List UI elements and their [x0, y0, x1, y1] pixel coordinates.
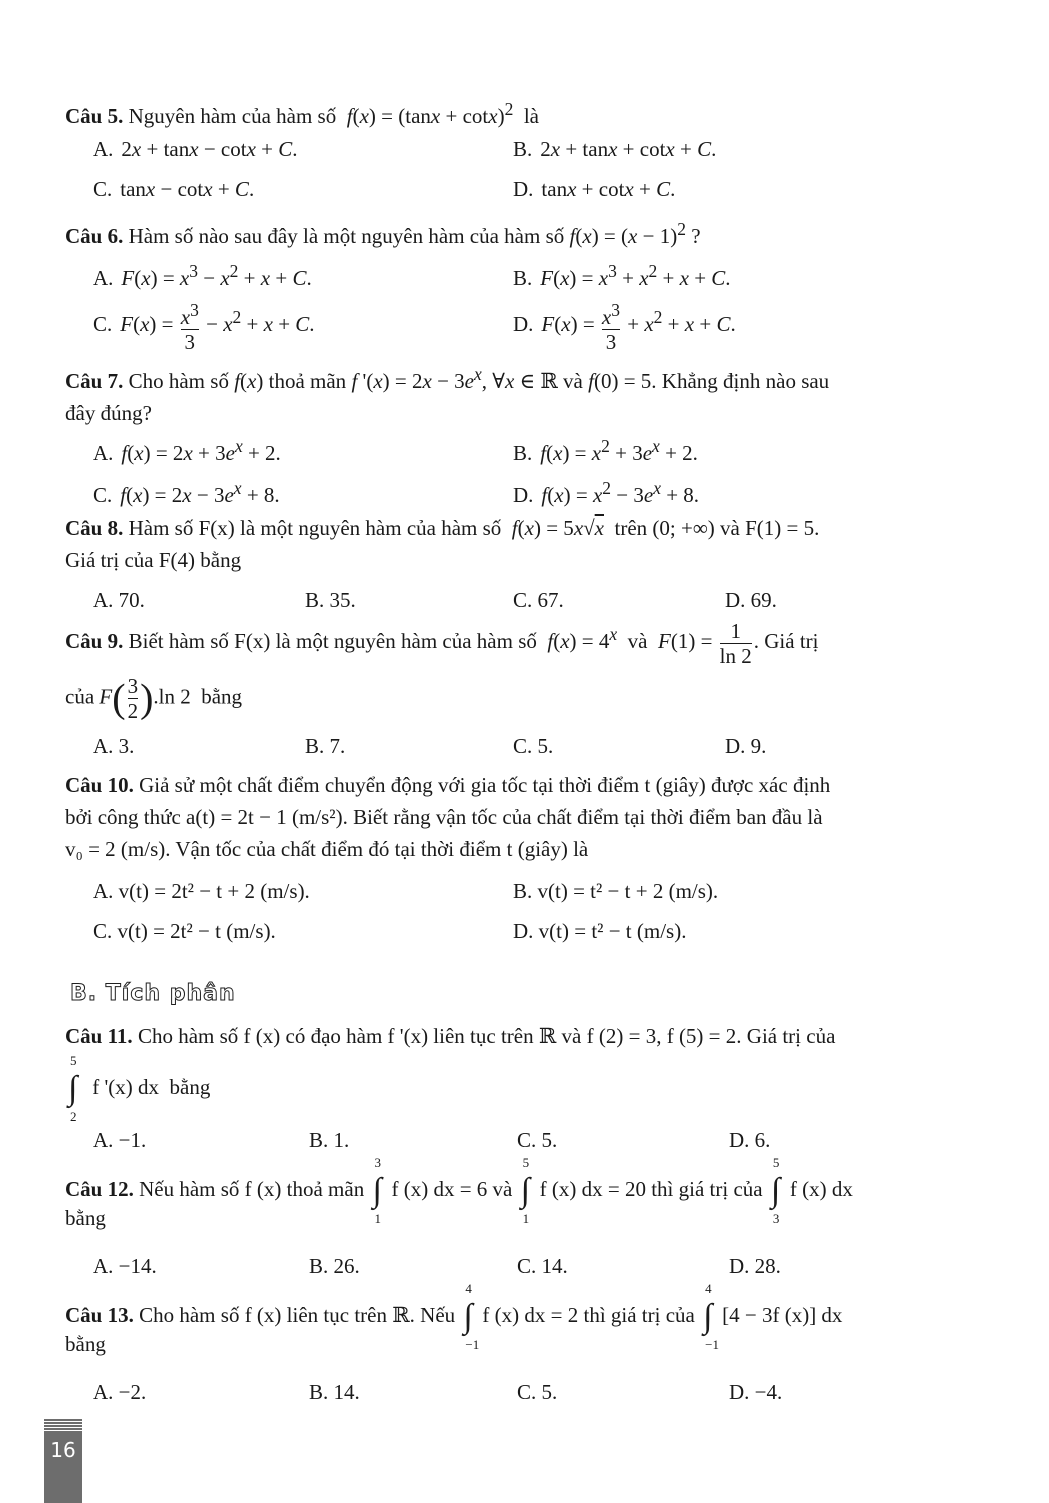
q13-option-b[interactable]: B. 14. — [309, 1380, 360, 1404]
q7-option-a[interactable]: A. $f(x) = 2x + 3e^x + 2$. — [93, 436, 281, 465]
q5-option-a[interactable]: A. 2x + tanx − cotx + C. — [93, 137, 298, 161]
q12-mid2: thì giá trị của — [651, 1176, 763, 1201]
q5-options-row-1 — [65, 133, 945, 173]
question-6: Câu 6. Hàm số nào sau đây là một nguyên hàm của hàm số $f(x) = (x - 1)^2$ ? A. $F(x) = x^3 - x^2 + x + C$. B. $F(x) = x^3 + x^2 + x + C$. C. F(x) = $\frac{x^3}{3}$ − $x^2 + x + C$. D. F(x) = $\frac{x^3}{3}$ + $x^2 + x + C$. — [65, 213, 945, 252]
q10-option-a[interactable]: A. v(t) = 2t² − t + 2 (m/s). — [93, 879, 310, 903]
q8-line2: Giá trị của F(4) bằng — [65, 548, 242, 572]
question-8: Câu 8. Hàm số F(x) là một nguyên hàm của hàm số f(x) = 5x√x trên (0; +∞) và F(1) = 5. Giá trị của F(4) bằng A. 70. B. 35. C. 67. D. 69. — [65, 512, 945, 576]
q8-option-d[interactable]: D. 69. — [725, 588, 777, 612]
q13-line2: bằng — [65, 1332, 106, 1356]
q10-option-d[interactable]: D. v(t) = t² − t (m/s). — [513, 919, 687, 943]
q9-option-a[interactable]: A. 3. — [93, 734, 135, 758]
q9-text: Biết hàm số F(x) là một nguyên hàm của hàm số — [128, 629, 537, 653]
q11-option-d[interactable]: D. 6. — [729, 1128, 771, 1152]
q12-options-row — [65, 1250, 945, 1290]
q5-option-d[interactable]: D. tanx + cotx + C. — [513, 177, 676, 201]
q11-tail: bằng — [169, 1074, 211, 1099]
q7-option-d[interactable]: D. $f(x) = x^2 - 3e^x + 8$. — [513, 478, 700, 507]
q11-options-row — [65, 1124, 945, 1164]
q8-option-b[interactable]: B. 35. — [305, 588, 356, 612]
q11-text: Cho hàm số f (x) có đạo hàm f '(x) liên tục trên ℝ và f (2) = 3, f (5) = 2. Giá trị của — [137, 1024, 836, 1048]
q9-option-c[interactable]: C. 5. — [513, 734, 554, 758]
q6-option-c[interactable]: C. F(x) = $\frac{x^3}{3}$ − $x^2 + x + C$. — [93, 300, 315, 354]
q12-option-b[interactable]: B. 26. — [309, 1254, 360, 1278]
q12-integral-1: f (x) dx = 6 — [391, 1176, 488, 1201]
q10-line1: Giả sử một chất điểm chuyển động với gia tốc tại thời điểm t (giây) được xác định — [139, 773, 831, 797]
integral-sign: 4 ∫ −1 — [703, 1281, 719, 1352]
question-12 — [65, 1155, 945, 1278]
q6-option-d[interactable]: D. F(x) = $\frac{x^3}{3}$ + $x^2 + x + C$. — [513, 300, 736, 354]
section-heading: B. Tích phân — [70, 981, 236, 1006]
q7-option-c[interactable]: C. $f(x) = 2x - 3e^x + 8$. — [93, 478, 280, 507]
q7-tail: Khẳng định nào sau — [661, 369, 830, 393]
q10-option-c[interactable]: C. v(t) = 2t² − t (m/s). — [93, 919, 276, 943]
q13-text: Cho hàm số f (x) liên tục trên ℝ. Nếu — [139, 1302, 456, 1327]
q9-line2a: của — [65, 684, 95, 709]
q11-option-c[interactable]: C. 5. — [517, 1128, 558, 1152]
q12-label: Câu 12. — [65, 1176, 134, 1201]
q9-mid: và — [627, 629, 648, 653]
question-7: Câu 7. Cho hàm số f(x) thoả mãn f '$(x) = 2x - 3e^x$, ∀x ∈ ℝ và f(0) = 5. Khẳng định nào sau đây đúng? A. $f(x) = 2x + 3e^x + 2$. B. $f(x) = x^2 + 3e^x + 2$. C. $f(x) = 2x - 3e^x + 8$. D. $f(x) = x^2 - 3e^x + 8$. — [65, 358, 945, 429]
integral-sign: 3 ∫ 1 — [372, 1155, 382, 1226]
q7-options-row-1 — [65, 430, 945, 470]
q11-integrand: f '(x) dx — [92, 1074, 160, 1099]
q10-line3: v₀ = 2 (m/s). Vận tốc của chất điểm đó tại thời điểm t (giây) là — [65, 837, 589, 861]
q12-integral-2: f (x) dx = 20 — [539, 1176, 646, 1201]
q12-mid: và — [492, 1176, 513, 1201]
question-13 — [65, 1281, 945, 1404]
q12-integral-3: f (x) dx — [789, 1176, 853, 1201]
q7-text: Cho hàm số — [128, 369, 229, 393]
q8-option-a[interactable]: A. 70. — [93, 588, 145, 612]
q6-label: Câu 6. — [65, 224, 124, 248]
q10-options-row-2 — [65, 915, 945, 955]
q13-option-c[interactable]: C. 5. — [517, 1380, 558, 1404]
page-number: 16 — [50, 1438, 76, 1462]
q11-option-b[interactable]: B. 1. — [309, 1128, 350, 1152]
q8-mid: trên (0; +∞) và F(1) = 5. — [614, 516, 820, 540]
q8-text: Hàm số F(x) là một nguyên hàm của hàm số — [128, 516, 502, 540]
q6-options-row-2 — [65, 298, 945, 358]
q9-tail: Giá trị — [764, 629, 819, 653]
question-11 — [65, 1020, 945, 1152]
q13-label: Câu 13. — [65, 1302, 134, 1327]
q5-option-b[interactable]: B. 2x + tanx + cotx + C. — [513, 137, 717, 161]
q8-option-c[interactable]: C. 67. — [513, 588, 564, 612]
q12-line2: bằng — [65, 1206, 106, 1230]
q10-line2: bởi công thức a(t) = 2t − 1 (m/s²). Biết rằng vận tốc của chất điểm tại thời điểm ban đầu là — [65, 805, 823, 829]
q7-label: Câu 7. — [65, 369, 124, 393]
q13-integral-1: f (x) dx = 2 — [482, 1302, 579, 1327]
q13-option-d[interactable]: D. −4. — [729, 1380, 783, 1404]
integral-sign: 4 ∫ −1 — [463, 1281, 480, 1352]
integral-sign: 5 ∫ 2 — [68, 1053, 78, 1124]
q7-mid: thoả mãn — [268, 369, 347, 393]
q9-label: Câu 9. — [65, 629, 124, 653]
q9-options-row — [65, 730, 945, 770]
q5-text: Nguyên hàm của hàm số — [128, 104, 337, 128]
q5-tail: là — [523, 104, 539, 128]
q9-option-b[interactable]: B. 7. — [305, 734, 346, 758]
q6-option-b[interactable]: B. $F(x) = x^3 + x^2 + x + C$. — [513, 261, 731, 290]
q10-options-row-1 — [65, 875, 945, 915]
question-5: Câu 5. Nguyên hàm của hàm số $f(x) = (\tan x + \cot x)^2$ là A. 2x + tanx − cotx + C. B. 2x + tanx + cotx + C. C. tanx − cotx + C. D. tanx + cotx + C. — [65, 93, 945, 132]
q12-option-a[interactable]: A. −14. — [93, 1254, 157, 1278]
page-number-decoration — [44, 1418, 82, 1432]
q13-mid: thì giá trị của — [583, 1302, 695, 1327]
q7-options-row-2 — [65, 472, 945, 512]
q12-option-d[interactable]: D. 28. — [729, 1254, 781, 1278]
integral-sign: 5 ∫ 1 — [520, 1155, 530, 1226]
q10-label: Câu 10. — [65, 773, 134, 797]
question-9: Câu 9. Biết hàm số F(x) là một nguyên hàm của hàm số $f(x) = 4^x$ và F(1) = $\frac{1}{\ln 2}$ . Giá trị của F( $\frac{3}{2}$ ).ln 2 bằng A. 3. B. 7. C. 5. D. 9. — [65, 618, 945, 728]
q10-option-b[interactable]: B. v(t) = t² − t + 2 (m/s). — [513, 879, 719, 903]
q12-text: Nếu hàm số f (x) thoả mãn — [139, 1176, 365, 1201]
q13-option-a[interactable]: A. −2. — [93, 1380, 147, 1404]
question-10 — [65, 769, 945, 943]
q6-option-a[interactable]: A. $F(x) = x^3 - x^2 + x + C$. — [93, 261, 312, 290]
q13-integral-2: [4 − 3f (x)] dx — [722, 1302, 843, 1327]
q13-options-row — [65, 1376, 945, 1416]
q11-option-a[interactable]: A. −1. — [93, 1128, 147, 1152]
q9-line2b: bằng — [201, 684, 243, 709]
q12-option-c[interactable]: C. 14. — [517, 1254, 568, 1278]
integral-sign: 5 ∫ 3 — [770, 1155, 781, 1226]
page-number-box — [44, 1418, 82, 1503]
q9-option-d[interactable]: D. 9. — [725, 734, 767, 758]
q8-label: Câu 8. — [65, 516, 124, 540]
q5-options-row-2 — [65, 173, 945, 213]
q5-option-c[interactable]: C. tanx − cotx + C. — [93, 177, 255, 201]
q5-label: Câu 5. — [65, 104, 124, 128]
q7-option-b[interactable]: B. $f(x) = x^2 + 3e^x + 2$. — [513, 436, 698, 465]
q7-line2: đây đúng? — [65, 401, 152, 425]
q6-text: Hàm số nào sau đây là một nguyên hàm của hàm số — [128, 224, 565, 248]
q6-options-row-1 — [65, 255, 945, 295]
q11-label: Câu 11. — [65, 1024, 133, 1048]
q7-mid2: và — [563, 369, 583, 393]
